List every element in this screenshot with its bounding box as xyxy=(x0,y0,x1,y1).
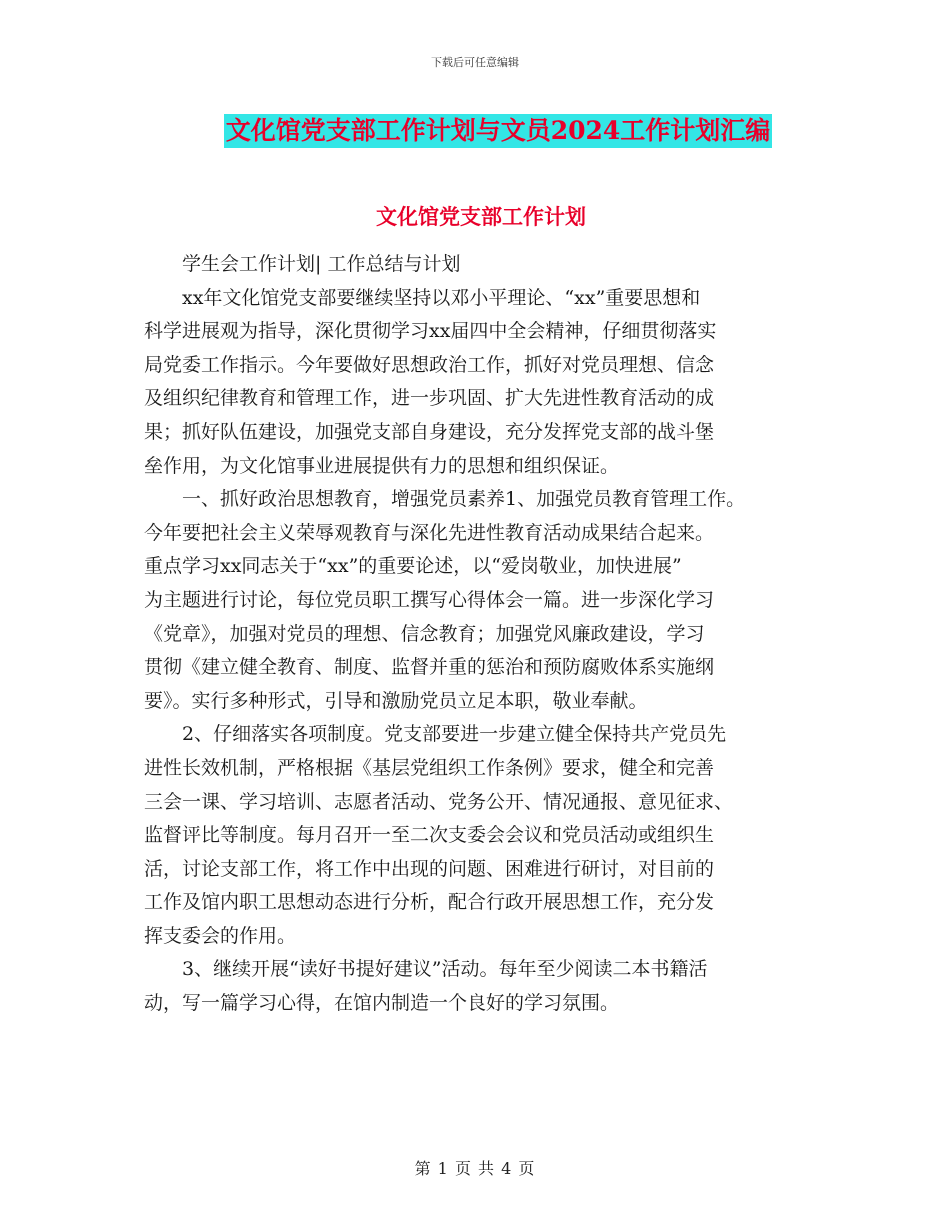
body-line: 局党委工作指示。今年要做好思想政治工作，抓好对党员理想、信念 xyxy=(144,353,715,376)
header-note: 下载后可任意编辑 xyxy=(431,56,519,69)
body-line: 及组织纪律教育和管理工作，进一步巩固、扩大先进性教育活动的成 xyxy=(144,387,715,410)
body-line: 动，写一篇学习心得，在馆内制造一个良好的学习氛围。 xyxy=(144,992,620,1015)
body-line: 活，讨论支部工作，将工作中出现的问题、困难进行研讨，对目前的 xyxy=(144,857,715,880)
body-line: 挥支委会的作用。 xyxy=(144,924,297,947)
body-line: 今年要把社会主义荣辱观教育与深化先进性教育活动成果结合起来。 xyxy=(144,521,715,544)
body-line: 三会一课、学习培训、志愿者活动、党务公开、情况通报、意见征求、 xyxy=(144,790,734,813)
body-line: 《党章》，加强对党员的理想、信念教育；加强党风廉政建设，学习 xyxy=(144,622,705,645)
page-footer: 第 1 页 共 4 页 xyxy=(414,1159,536,1178)
body-line: 监督评比等制度。每月召开一至二次支委会会议和党员活动或组织生 xyxy=(144,824,715,847)
body-line: 一、抓好政治思想教育，增强党员素养1、加强党员教育管理工作。 xyxy=(182,488,746,511)
body-line: 果；抓好队伍建设，加强党支部自身建设，充分发挥党支部的战斗堡 xyxy=(144,420,715,443)
body-line: 重点学习xx同志关于“xx”的重要论述，以“爱岗敬业，加快进展” xyxy=(144,555,682,578)
doc-title-wrap xyxy=(0,114,950,148)
body-line: 垒作用，为文化馆事业进展提供有力的思想和组织保证。 xyxy=(144,454,620,477)
body-line: 科学进展观为指导，深化贯彻学习xx届四中全会精神，仔细贯彻落实 xyxy=(144,320,717,343)
doc-title: 文化馆党支部工作计划与文员2024工作计划汇编 xyxy=(224,114,773,148)
body-line: 进性长效机制，严格根据《基层党组织工作条例》要求，健全和完善 xyxy=(144,756,715,779)
body-line: xx年文化馆党支部要继续坚持以邓小平理论、“xx”重要思想和 xyxy=(182,286,701,309)
body-line: 2、仔细落实各项制度。党支部要进一步建立健全保持共产党员先 xyxy=(182,723,727,746)
body-line: 学生会工作计划| 工作总结与计划 xyxy=(182,253,461,275)
body-text xyxy=(144,248,824,1021)
body-line: 3、继续开展“读好书提好建议”活动。每年至少阅读二本书籍活 xyxy=(182,958,708,981)
body-line: 工作及馆内职工思想动态进行分析，配合行政开展思想工作，充分发 xyxy=(144,891,715,914)
body-line: 贯彻《建立健全教育、制度、监督并重的惩治和预防腐败体系实施纲 xyxy=(144,656,715,679)
section-title: 文化馆党支部工作计划 xyxy=(376,204,586,229)
body-line: 为主题进行讨论，每位党员职工撰写心得体会一篇。进一步深化学习 xyxy=(144,588,715,611)
body-line: 要》。实行多种形式，引导和激励党员立足本职，敬业奉献。 xyxy=(144,689,648,712)
